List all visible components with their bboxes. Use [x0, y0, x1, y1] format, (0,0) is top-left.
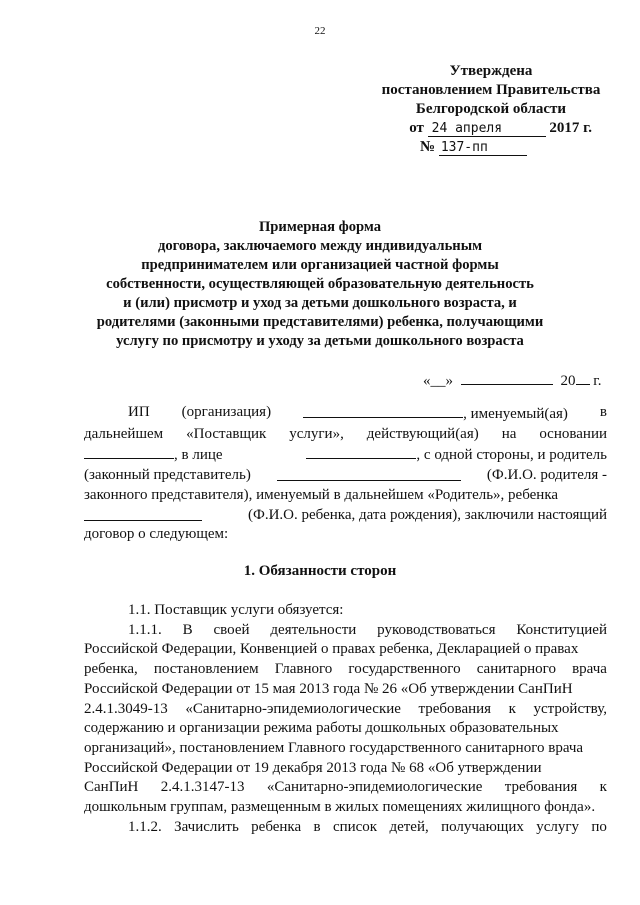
- representative-blank: [306, 444, 416, 459]
- title-line: и (или) присмотр и уход за детьми дошкольного возраста, и: [123, 295, 517, 311]
- preamble-line: [84, 444, 607, 466]
- text-word: «Поставщик: [186, 425, 267, 442]
- word: «Санитарно-эпидемиологические: [185, 700, 401, 717]
- text-legal-rep: (законный представитель): [84, 467, 251, 484]
- approval-number-line: [376, 138, 606, 157]
- word: детей,: [389, 818, 429, 835]
- contract-month-blank: [461, 370, 553, 385]
- approval-line-3: Белгородской области: [415, 101, 567, 117]
- contract-century: 20: [560, 373, 576, 389]
- contract-year-suffix: г.: [593, 373, 602, 389]
- clause-line: [84, 660, 607, 680]
- preamble: [84, 403, 607, 545]
- clause-line: [84, 719, 607, 739]
- word: список: [332, 818, 378, 835]
- title-line: Примерная форма: [258, 219, 382, 235]
- text-child-fio: (Ф.И.О. ребенка, дата рождения), заключили настоящий: [247, 506, 607, 523]
- clause-1-1-2-line: [84, 818, 607, 838]
- approval-date-line: [376, 119, 606, 138]
- document-title: [86, 218, 554, 351]
- text-word: услуги»,: [289, 425, 344, 442]
- word: ребенка,: [84, 661, 138, 678]
- text-parent-named: законного представителя), именуемый в дальнейшем «Родитель», ребенка: [84, 486, 559, 503]
- approval-number-prefix: №: [420, 139, 436, 155]
- word: требования: [504, 779, 578, 796]
- preamble-line: [84, 486, 607, 506]
- title-line: услугу по присмотру и уходу за детьми дошкольного возраста: [116, 333, 524, 349]
- word: руководствоваться: [377, 621, 496, 638]
- clause-1-1: [84, 601, 607, 621]
- line-text: Российской Федерации от 19 декабря 2013 года № 68 «Об утверждении: [84, 759, 542, 776]
- text-in-person: , в лице: [174, 447, 223, 464]
- word: деятельности: [270, 621, 357, 638]
- line-text: дошкольным группам, размещенным в жилых помещениях жилищного фонда».: [84, 799, 596, 816]
- clause-line: [84, 778, 607, 798]
- word: санитарного: [476, 661, 556, 678]
- contract-date-line: [423, 370, 607, 390]
- clause-line: [84, 680, 607, 700]
- word: СанПиН: [84, 779, 139, 796]
- word: по: [591, 818, 607, 835]
- preamble-line: [84, 425, 607, 445]
- clause-line: [84, 621, 607, 641]
- preamble-line: [84, 403, 607, 425]
- line-text: Российской Федерации, Конвенцией о правах ребенка, Декларацией о правах: [84, 641, 579, 658]
- word: Конституцией: [516, 621, 607, 638]
- preamble-line: [84, 525, 607, 545]
- line-text: организаций», постановлением Главного государственного санитарного врача: [84, 739, 584, 756]
- text-word: основании: [539, 425, 607, 442]
- clause-line: [84, 739, 607, 759]
- word: к: [599, 779, 607, 796]
- page-number: 22: [314, 25, 326, 37]
- contract-day-field: «__»: [423, 373, 453, 389]
- word: в: [313, 818, 321, 835]
- word: 2.4.1.3147-13: [160, 779, 245, 796]
- text-word: на: [501, 425, 517, 442]
- clause-line: [84, 759, 607, 779]
- word: государственного: [348, 661, 461, 678]
- text-parent-fio: (Ф.И.О. родителя -: [486, 467, 607, 484]
- line-text: содержанию и организации режима работы дошкольных образовательных: [84, 720, 559, 737]
- word: своей: [213, 621, 250, 638]
- org-name-field: [303, 403, 568, 425]
- approval-stamp: [376, 62, 606, 157]
- word: ребенка: [251, 818, 302, 835]
- org-name-blank: [303, 403, 463, 418]
- word: 2.4.1.3049-13: [84, 700, 168, 717]
- word: «Санитарно-эпидемиологические: [266, 779, 483, 796]
- basis-blank: [84, 444, 174, 459]
- clause-text: 1.1. Поставщик услуги обязуется:: [128, 602, 344, 618]
- word: Зачислить: [174, 818, 239, 835]
- title-line: собственности, осуществляющей образовательную деятельность: [106, 276, 534, 292]
- preamble-line: [84, 506, 607, 526]
- text-organization: (организация): [181, 404, 272, 420]
- contract-year-blank: [576, 370, 590, 385]
- word: Главного: [274, 661, 333, 678]
- representative-field: [306, 444, 607, 466]
- preamble-line: [84, 466, 607, 486]
- title-line: родителями (законными представителями) ребенка, получающими: [96, 314, 544, 330]
- title-line: предпринимателем или организацией частной формы: [141, 257, 499, 273]
- clause-line: [84, 640, 607, 660]
- word: требования: [418, 700, 492, 717]
- clause-line: [84, 798, 607, 818]
- basis-field: [84, 444, 223, 466]
- title-line: договора, заключаемого между индивидуальным: [157, 238, 483, 254]
- parent-name-blank: [277, 466, 461, 481]
- approval-date-prefix: от: [409, 120, 424, 136]
- text-word: действующий(ая): [366, 425, 479, 442]
- text-named: , именуемый(ая): [463, 406, 568, 422]
- word: В: [182, 621, 193, 638]
- child-name-blank: [84, 506, 202, 521]
- approval-number-value: 137-пп: [439, 140, 527, 156]
- text-agreement: договор о следующем:: [84, 526, 229, 543]
- section-body: [84, 601, 607, 837]
- text-v: в: [599, 404, 607, 420]
- clause-line: [84, 700, 607, 720]
- line-text: Российской Федерации от 15 мая 2013 года № 26 «Об утверждении СанПиН: [84, 680, 573, 697]
- approval-date-value: 24 апреля: [428, 121, 546, 137]
- word: постановлением: [153, 661, 259, 678]
- approval-line-2: постановлением Правительства: [381, 82, 601, 98]
- text-ip: ИП: [128, 404, 150, 420]
- approval-line-1: Утверждена: [449, 63, 533, 79]
- text-one-side: , с одной стороны, и родитель: [416, 447, 607, 464]
- word: получающих: [441, 818, 524, 835]
- word: врача: [572, 661, 607, 678]
- word: устройству,: [533, 700, 607, 717]
- section-heading: 1. Обязанности сторон: [243, 563, 397, 579]
- text-word: дальнейшем: [84, 425, 164, 442]
- word: услугу: [536, 818, 580, 835]
- word: 1.1.2.: [128, 818, 162, 835]
- approval-year: 2017 г.: [549, 120, 592, 136]
- word: 1.1.1.: [128, 621, 162, 638]
- word: к: [508, 700, 516, 717]
